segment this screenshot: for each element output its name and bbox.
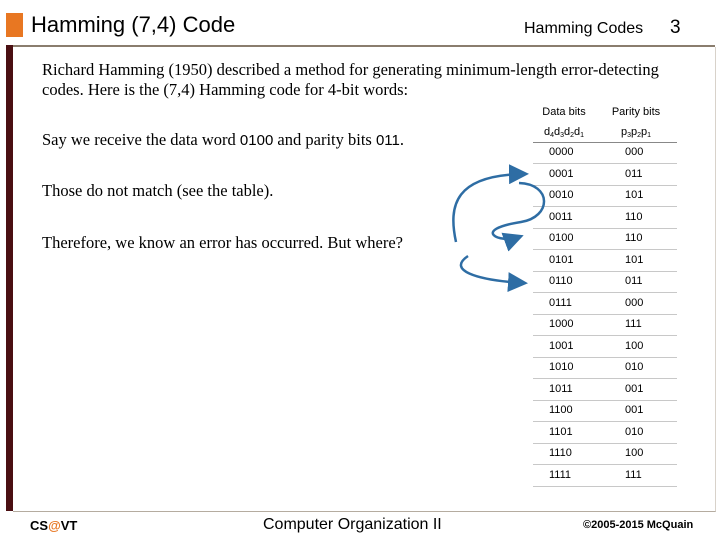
parity-bits-subheader: $p_3p_2p_1$	[620, 126, 652, 139]
footer-course-tag: CS@VT	[30, 518, 78, 533]
row-parity-bits: 011	[625, 168, 643, 180]
row-data-bits: 0000	[549, 146, 574, 158]
arrow-0101-to-0110	[461, 256, 523, 283]
row-data-bits: 1000	[549, 318, 574, 330]
mismatch-paragraph: Those do not match (see the table).	[42, 181, 274, 200]
row-data-bits: 1100	[549, 404, 573, 416]
receive-suffix: .	[399, 130, 404, 149]
row-parity-bits: 101	[625, 189, 644, 201]
parity-bits-header: Parity bits	[611, 106, 661, 118]
row-data-bits: 0011	[549, 211, 573, 223]
row-data-bits: 1111	[549, 469, 572, 481]
received-data-word: 0100	[239, 132, 274, 149]
row-parity-bits: 000	[625, 146, 644, 158]
row-parity-bits: 110	[625, 232, 643, 244]
slide-number: 3	[670, 17, 681, 38]
arrow-to-0001-row	[453, 174, 524, 242]
row-parity-bits: 100	[625, 340, 644, 352]
intro-paragraph: Richard Hamming (1950) described a method for generating minimum-length error-detecting codes. Here is the (7,4) Hamming code for 4-bit words:	[42, 60, 659, 99]
row-data-bits: 1101	[549, 426, 573, 438]
row-data-bits: 1010	[549, 361, 574, 373]
row-parity-bits: 011	[625, 275, 643, 287]
row-data-bits: 1001	[549, 340, 574, 352]
row-parity-bits: 100	[625, 447, 644, 459]
row-parity-bits: 101	[625, 254, 644, 266]
row-data-bits: 0001	[549, 168, 574, 180]
row-data-bits: 0111	[549, 297, 572, 309]
row-parity-bits: 111	[625, 469, 642, 481]
question-paragraph: Therefore, we know an error has occurred. But where?	[42, 233, 403, 252]
arrow-0010-to-0110	[493, 183, 544, 239]
row-data-bits: 0110	[549, 275, 573, 287]
row-parity-bits: 010	[625, 426, 644, 438]
row-data-bits: 1110	[549, 447, 572, 459]
slide-title: Hamming (7,4) Code	[31, 12, 236, 37]
row-parity-bits: 010	[625, 361, 644, 373]
receive-prefix: Say we receive the data word	[42, 130, 240, 149]
row-data-bits: 1011	[549, 383, 573, 395]
row-parity-bits: 001	[625, 404, 644, 416]
row-data-bits: 0101	[549, 254, 574, 266]
row-parity-bits: 001	[625, 383, 644, 395]
row-parity-bits: 111	[625, 318, 642, 330]
slide-subtitle: Hamming Codes	[524, 20, 644, 37]
data-bits-header: Data bits	[542, 106, 586, 118]
row-parity-bits: 000	[625, 297, 644, 309]
receive-mid: and parity bits	[273, 130, 376, 149]
row-parity-bits: 110	[625, 211, 643, 223]
data-bits-subheader: $d_4d_3d_2d_1$	[543, 126, 585, 139]
row-data-bits: 0100	[549, 232, 574, 244]
received-parity-bits: 011	[375, 132, 400, 149]
footer-course-title: Computer Organization II	[263, 516, 442, 533]
row-data-bits: 0010	[549, 189, 574, 201]
footer-copyright: ©2005-2015 McQuain	[583, 519, 694, 531]
